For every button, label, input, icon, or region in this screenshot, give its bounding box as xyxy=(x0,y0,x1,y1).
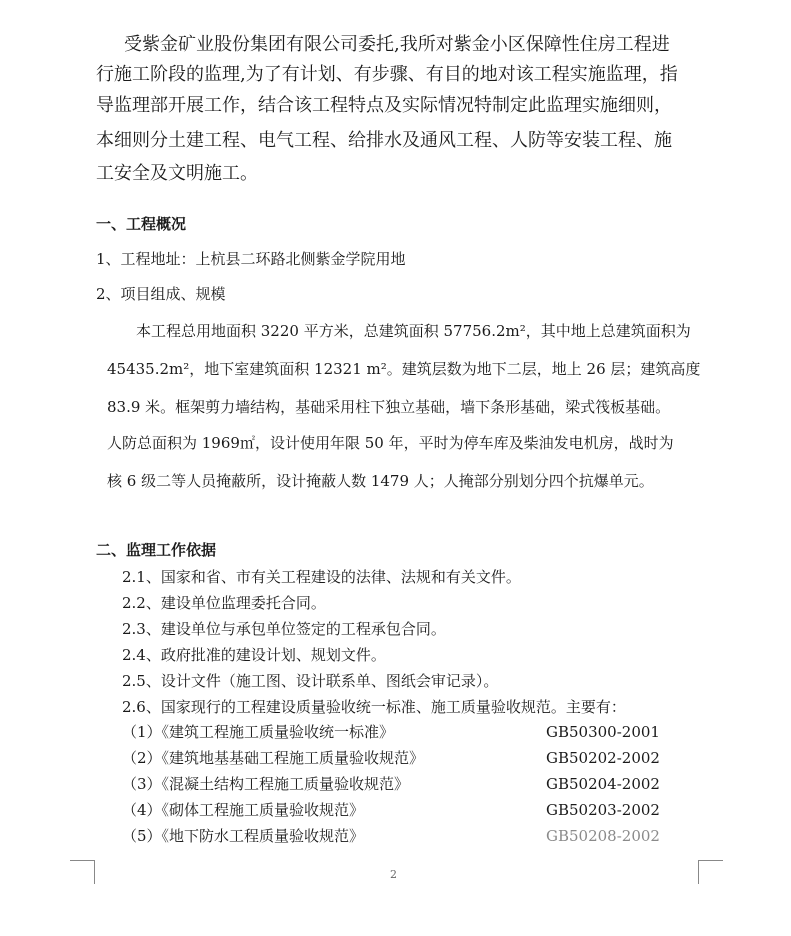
intro-line-5: 工安全及文明施工。 xyxy=(96,163,258,184)
scale-line-3: 83.9 米。框架剪力墙结构，基础采用柱下独立基础，墙下条形基础，梁式筏板基础。 xyxy=(107,398,671,416)
page-number: 2 xyxy=(390,868,397,881)
crop-mark-right-horizontal xyxy=(699,860,723,861)
basis-item-2-2: 2.2、建设单位监理委托合同。 xyxy=(122,594,326,612)
scale-line-1: 本工程总用地面积 3220 平方米，总建筑面积 57756.2m²，其中地上总建筑面积为 xyxy=(136,322,691,340)
standard-name: （3）《混凝土结构工程施工质量验收规范》 xyxy=(122,775,410,793)
project-address: 1、工程地址：上杭县二环路北侧紫金学院用地 xyxy=(96,250,406,268)
standard-code: GB50204-2002 xyxy=(546,775,660,793)
standard-code: GB50203-2002 xyxy=(546,801,660,819)
project-composition: 2、项目组成、规模 xyxy=(96,285,226,303)
basis-item-2-1: 2.1、国家和省、市有关工程建设的法律、法规和有关文件。 xyxy=(122,568,521,586)
standard-name: （1）《建筑工程施工质量验收统一标准》 xyxy=(122,723,395,741)
crop-mark-right-vertical xyxy=(698,860,699,884)
intro-line-4: 本细则分土建工程、电气工程、给排水及通风工程、人防等安装工程、施 xyxy=(96,130,672,151)
standard-code: GB50300-2001 xyxy=(546,723,660,741)
standard-name: （2）《建筑地基基础工程施工质量验收规范》 xyxy=(122,749,425,767)
standard-code: GB50208-2002 xyxy=(546,827,660,845)
basis-item-2-4: 2.4、政府批准的建设计划、规划文件。 xyxy=(122,646,386,664)
section1-heading: 一、工程概况 xyxy=(96,215,187,233)
crop-mark-left-vertical xyxy=(94,860,95,884)
basis-item-2-6: 2.6、国家现行的工程建设质量验收统一标准、施工质量验收规范。主要有： xyxy=(122,698,626,716)
basis-item-2-5: 2.5、设计文件（施工图、设计联系单、图纸会审记录）。 xyxy=(122,672,499,690)
intro-line-1: 受紫金矿业股份集团有限公司委托,我所对紫金小区保障性住房工程进 xyxy=(124,34,670,55)
intro-line-3: 导监理部开展工作，结合该工程特点及实际情况特制定此监理实施细则， xyxy=(96,95,672,116)
standard-name: （5）《地下防水工程质量验收规范》 xyxy=(122,827,365,845)
standard-name: （4）《砌体工程施工质量验收规范》 xyxy=(122,801,365,819)
section2-heading: 二、监理工作依据 xyxy=(96,541,217,559)
scale-line-5: 核 6 级二等人员掩蔽所，设计掩蔽人数 1479 人；人掩部分别划分四个抗爆单元。 xyxy=(107,472,654,490)
standard-code: GB50202-2002 xyxy=(546,749,660,767)
scale-line-4: 人防总面积为 1969㎡，设计使用年限 50 年，平时为停车库及柴油发电机房，战时为 xyxy=(107,434,674,452)
basis-item-2-3: 2.3、建设单位与承包单位签定的工程承包合同。 xyxy=(122,620,446,638)
intro-line-2: 行施工阶段的监理,为了有计划、有步骤、有目的地对该工程实施监理，指 xyxy=(96,64,678,85)
scale-line-2: 45435.2m²，地下室建筑面积 12321 m²。建筑层数为地下二层，地上 26 层；建筑高度 xyxy=(107,360,701,378)
crop-mark-left-horizontal xyxy=(70,860,94,861)
